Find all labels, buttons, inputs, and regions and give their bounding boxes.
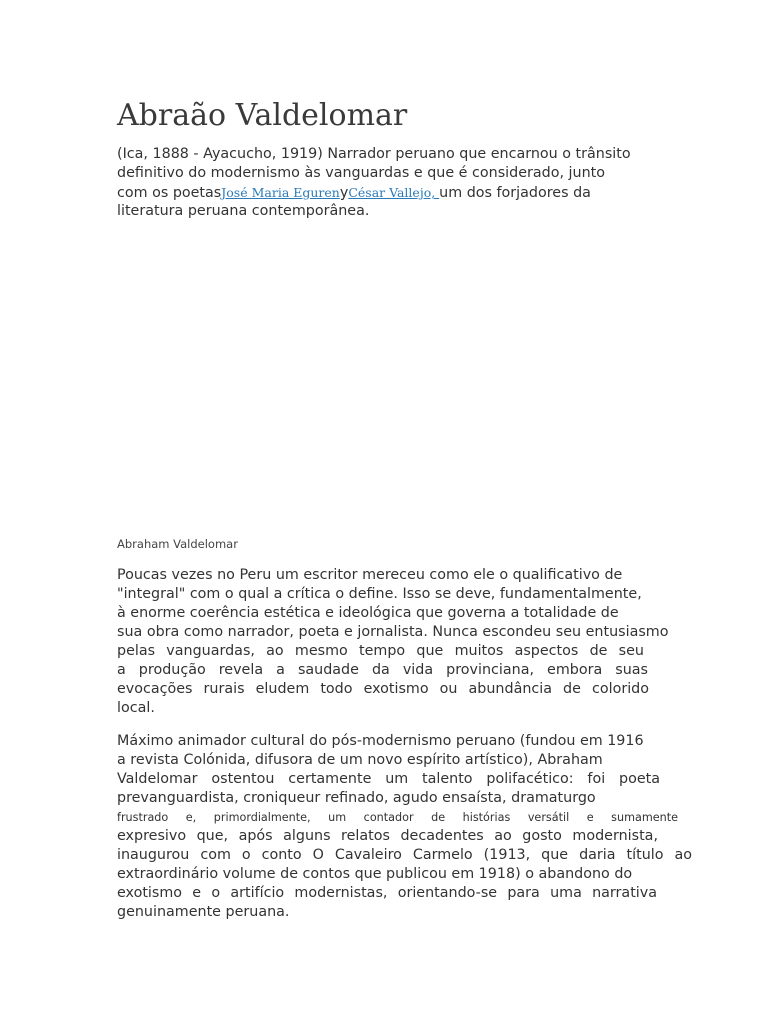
paragraph-line: pelas vanguardas, ao mesmo tempo que muitos aspectos de seu: [117, 643, 644, 659]
link-jose-maria-eguren[interactable]: José Maria Eguren: [221, 185, 340, 200]
paragraph-line: local.: [117, 700, 155, 716]
paragraph-line: expresivo que, após alguns relatos decadentes ao gosto modernista,: [117, 828, 658, 844]
paragraph-line: Poucas vezes no Peru um escritor mereceu como ele o qualificativo de: [117, 567, 623, 583]
paragraph-line: Máximo animador cultural do pós-modernismo peruano (fundou em 1916: [117, 733, 644, 749]
paragraph-line: evocações rurais eludem todo exotismo ou abundância de colorido: [117, 681, 649, 697]
paragraph-line: prevanguardista, croniqueur refinado, agudo ensaísta, dramaturgo: [117, 790, 596, 806]
paragraph-line: à enorme coerência estética e ideológica que governa a totalidade de: [117, 605, 619, 621]
intro-line: definitivo do modernismo às vanguardas e que é considerado, junto: [117, 165, 605, 181]
page-title: Abraão Valdelomar: [117, 98, 408, 133]
paragraph-line: inaugurou com o conto O Cavaleiro Carmelo (1913, que daria título ao: [117, 847, 692, 863]
paragraph-line: a produção revela a saudade da vida provinciana, embora suas: [117, 662, 648, 678]
paragraph-line: sua obra como narrador, poeta e jornalista. Nunca escondeu seu entusiasmo: [117, 624, 669, 640]
paragraph-line: "integral" com o qual a crítica o define. Isso se deve, fundamentalmente,: [117, 586, 642, 602]
link-cesar-vallejo[interactable]: César Vallejo,: [348, 185, 440, 200]
paragraph-line: extraordinário volume de contos que publicou em 1918) o abandono do: [117, 866, 633, 882]
intro-text: com os poetas: [117, 185, 222, 201]
intro-line: (Ica, 1888 - Ayacucho, 1919) Narrador peruano que encarnou o trânsito: [117, 146, 631, 162]
intro-text: um dos forjadores da: [439, 185, 591, 201]
image-caption: Abraham Valdelomar: [117, 537, 238, 551]
paragraph-line: genuinamente peruana.: [117, 904, 290, 920]
paragraph-line: a revista Colónida, difusora de um novo espírito artístico), Abraham: [117, 752, 603, 768]
intro-line: literatura peruana contemporânea.: [117, 203, 370, 219]
intro-line: [117, 183, 591, 203]
paragraph-line: exotismo e o artifício modernistas, orientando-se para uma narrativa: [117, 885, 657, 901]
intro-conjunction: y: [339, 185, 349, 201]
paragraph-line: frustrado e, primordialmente, um contador de histórias versátil e sumamente: [117, 811, 678, 824]
paragraph-line: Valdelomar ostentou certamente um talento polifacético: foi poeta: [117, 771, 660, 787]
